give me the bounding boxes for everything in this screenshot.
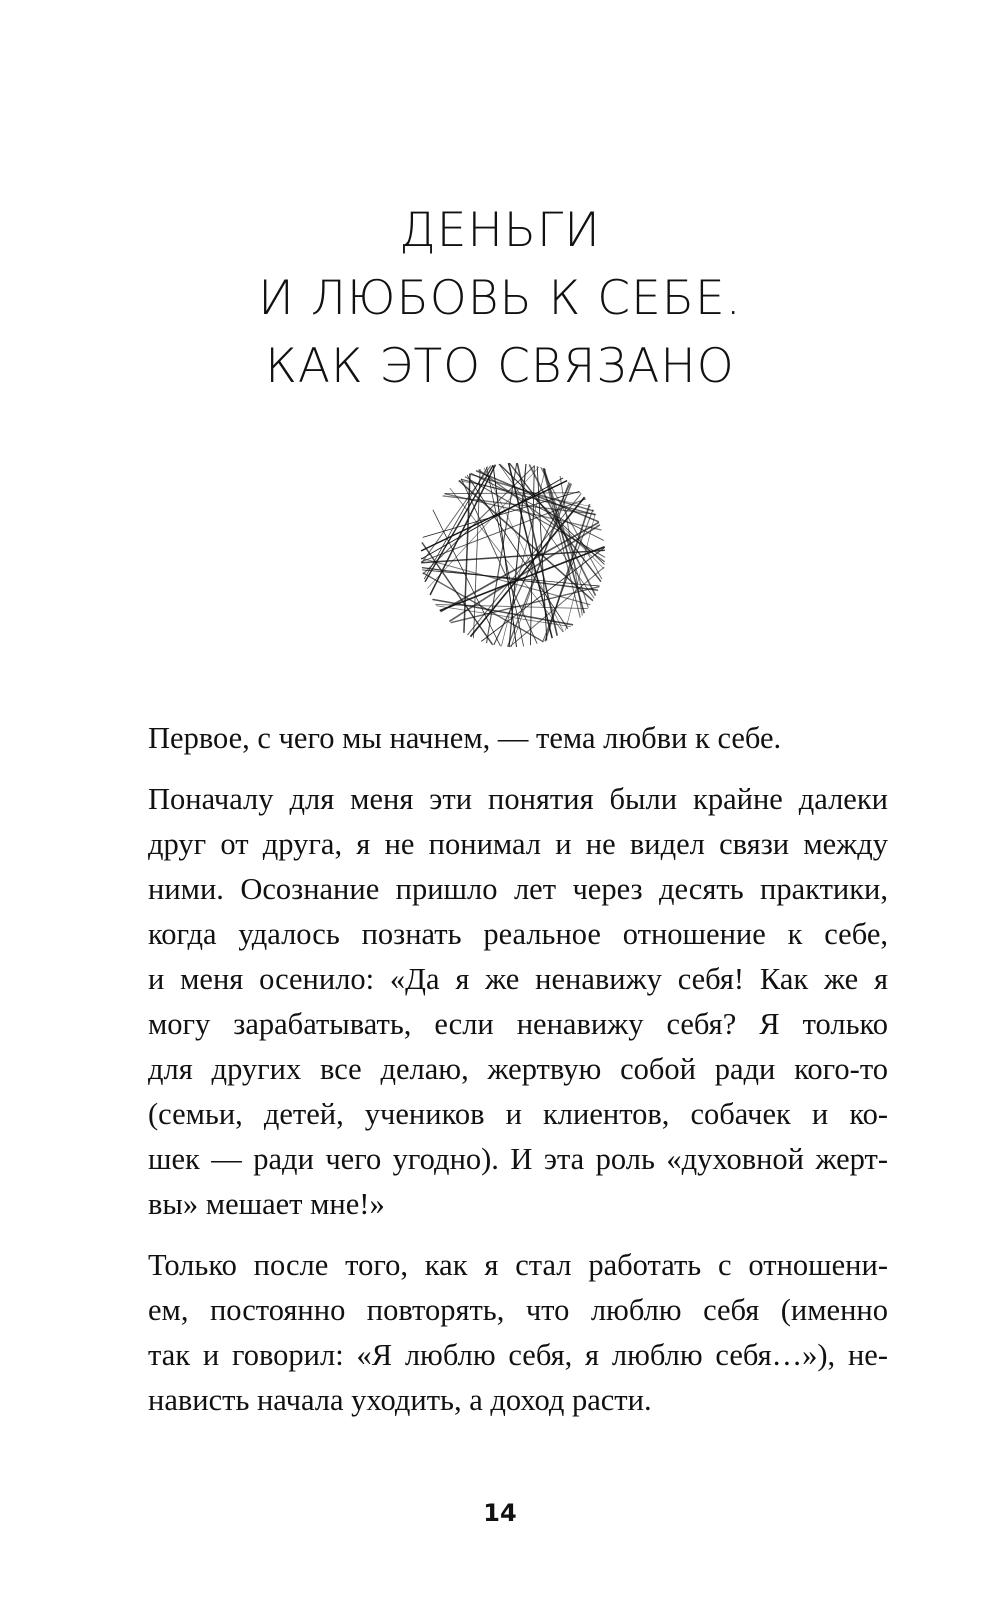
paragraph-line: друг от друга, я не понимал и не видел связи между — [148, 827, 888, 861]
paragraph-line: так и говорил: «Я люблю себя, я люблю себя…»), не- — [148, 1338, 888, 1372]
paragraph-line: и меня осенило: «Да я же ненавижу себя! Как же я — [148, 962, 888, 996]
paragraph-line: для других все делаю, жертвую собой ради кого-то — [148, 1052, 888, 1086]
paragraph-line: шек — ради чего угодно). И эта роль «духовной жерт- — [148, 1142, 888, 1176]
chapter-title-line-3: КАК ЭТО СВЯЗАНО — [265, 339, 735, 394]
paragraph-line: ними. Осознание пришло лет через десять практики, — [148, 872, 888, 906]
chapter-title — [0, 197, 1000, 401]
paragraph-line: ем, постоянно повторять, что люблю себя (именно — [148, 1293, 888, 1327]
body-text — [148, 716, 888, 1423]
paragraph-line: (семьи, детей, учеников и клиентов, собачек и ко- — [148, 1097, 888, 1131]
paragraph-2 — [148, 777, 888, 1227]
paragraph-line: Только после того, как я стал работать с отношени- — [148, 1248, 888, 1282]
paragraph-line: вы» мешает мне!» — [148, 1187, 385, 1221]
page-number: 14 — [483, 1499, 517, 1527]
paragraph-line: Первое, с чего мы начнем, — тема любви к себе. — [148, 721, 782, 755]
paragraph-line: Поначалу для меня эти понятия были крайне далеки — [148, 782, 888, 816]
ornament-stroke — [471, 473, 604, 540]
scribble-circle-icon — [418, 460, 618, 660]
chapter-title-line-1: ДЕНЬГИ — [399, 203, 601, 258]
paragraph-3 — [148, 1243, 888, 1423]
chapter-title-line-2: И ЛЮБОВЬ К СЕБЕ. — [258, 271, 742, 326]
paragraph-line: могу зарабатывать, если ненавижу себя? Я только — [148, 1007, 888, 1041]
paragraph-line: нависть начала уходить, а доход расти. — [148, 1383, 652, 1417]
paragraph-line: когда удалось познать реальное отношение к себе, — [148, 917, 888, 951]
paragraph-1 — [148, 716, 888, 761]
